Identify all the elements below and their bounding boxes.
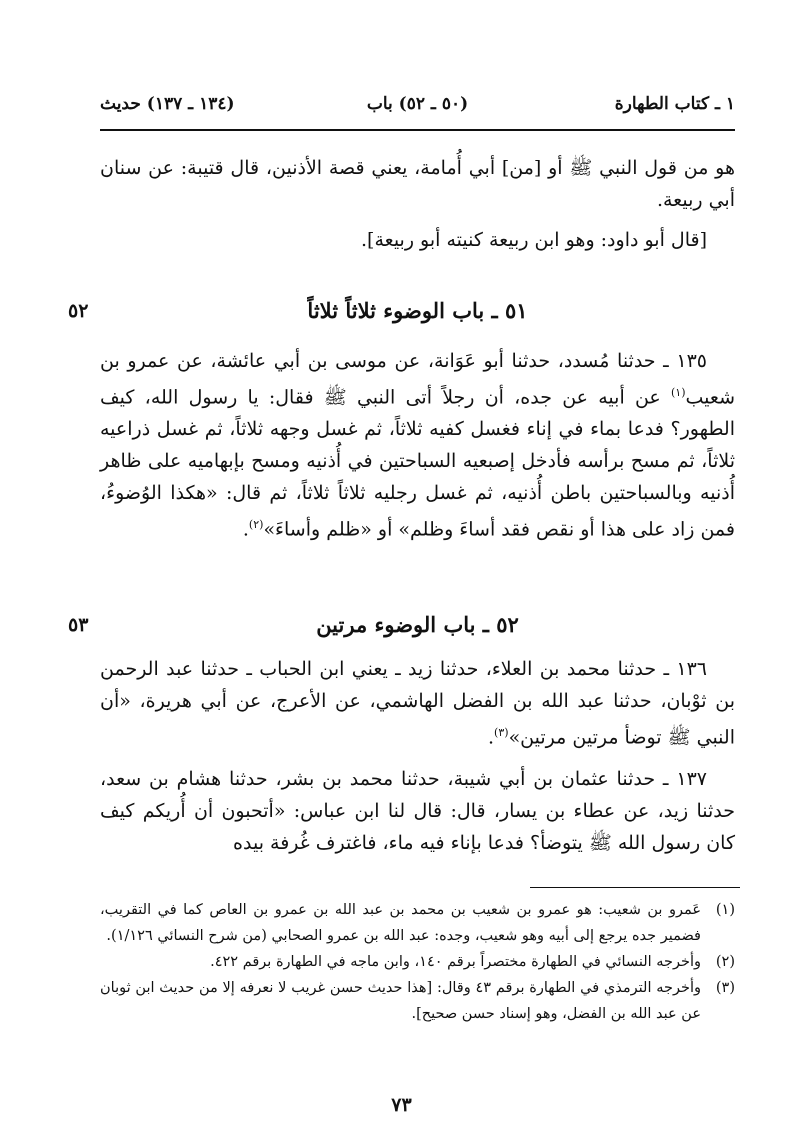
footnote-3 [100, 975, 735, 1027]
footnote-2-text: وأخرجه النسائي في الطهارة مختصراً برقم ١٤٠، وابن ماجه في الطهارة برقم ٤٢٢. [210, 954, 701, 970]
hadith-135-part-a: ١٣٥ ـ حدثنا مُسدد، حدثنا أبو عَوَانة، عن موسى بن أبي عائشة، عن عمرو بن شعيب [100, 350, 735, 409]
section-52-number: ٥٣ [68, 614, 89, 636]
running-header [100, 92, 735, 126]
hadith-135-part-b: عن أبيه عن جده، أن رجلاً أتى النبي ﷺ فقال: يا رسول الله، كيف الطهور؟ فدعا بماء في إناء فغسل كفيه ثلاثاً، ثم غسل وجهه ثلاثاً، ثم غسل ذراعيه ثلاثاً، ثم مسح برأسه فأدخل إصبعيه السباحتين في أُذنيه ومسح بإبهاميه على ظاهر أُذنيه وبالسباحتين باطن أُذنيه، ثم غسل رجليه ثلاثاً ثلاثاً، ثم قال: «هكذا الوُضوءُ، فمن زاد على هذا أو نقص فقد أساءَ وظلم» أو «ظلم وأساءَ» [100, 386, 735, 541]
footnotes [100, 897, 735, 1027]
hadith-135-end: . [242, 518, 249, 541]
section-52-title: ٥٢ ـ باب الوضوء مرتين [316, 612, 519, 637]
hadith-135 [100, 345, 735, 546]
footnote-ref-1: (١) [671, 386, 686, 399]
hadith-136-end: . [488, 726, 495, 749]
footnote-ref-3: (٣) [494, 726, 509, 739]
footnote-ref-2: (٢) [248, 518, 264, 532]
footnote-3-mark: (٣) [715, 980, 735, 996]
header-chapter-range: (٥٠ ـ ٥٢) باب [366, 94, 469, 114]
footnote-3-text: وأخرجه الترمذي في الطهارة برقم ٤٣ وقال: [هذا حديث حسن غريب لا نعرفه إلا من حديث ابن ثوبان عن عبد الله بن الفضل، وهو إسناد حسن صحيح]. [100, 980, 701, 1022]
footnote-2 [100, 949, 735, 975]
section-51-number: ٥٢ [68, 300, 89, 322]
hadith-137-text: ١٣٧ ـ حدثنا عثمان بن أبي شيبة، حدثنا محمد بن بشر، حدثنا هشام بن سعد، حدثنا زيد، عن عطاء بن يسار، قال: قال لنا ابن عباس: «أتحبون أن أُريكم كيف كان رسول الله ﷺ يتوضأ؟ فدعا بإناء فيه ماء، فاغترف غُرفة بيده [100, 768, 735, 854]
footnote-1-mark: (١) [715, 902, 735, 918]
footnote-1 [100, 897, 735, 949]
page-number: ٧٣ [391, 1094, 412, 1116]
footnote-separator [530, 887, 740, 888]
header-hadith-range: (١٣٤ ـ ١٣٧) حديث [100, 94, 235, 114]
header-rule [100, 129, 735, 131]
intro-text [100, 152, 735, 256]
hadith-136 [100, 653, 735, 753]
hadith-136-text [100, 653, 735, 753]
header-book-title: ١ ـ كتاب الطهارة [614, 94, 735, 114]
footnote-1-text: عَمرو بن شعيب: هو عمرو بن شعيب بن محمد بن عبد الله بن عمرو بن العاص كما في التقريب، فضمير جده يرجع إلى أبيه وهو شعيب، وجده: عبد الله بن عمرو الصحابي (من شرح النسائي ١/١٢٦). [100, 902, 701, 944]
hadith-135-text [100, 345, 735, 546]
hadith-137 [100, 763, 735, 859]
intro-paragraph: هو من قول النبي ﷺ أو [من] أبي أُمامة، يعني قصة الأذنين، قال قتيبة: عن سنان أبي ربيعة. [100, 157, 735, 211]
footnote-2-mark: (٢) [715, 954, 735, 970]
section-51-title: ٥١ ـ باب الوضوء ثلاثاً ثلاثاً [307, 298, 528, 323]
hadith-136-body: ١٣٦ ـ حدثنا محمد بن العلاء، حدثنا زيد ـ يعني ابن الحباب ـ حدثنا عبد الرحمن بن ثوْبان، حدثنا عبد الله بن الفضل الهاشمي، عن الأعرج، عن أبي هريرة، «أن النبي ﷺ توضأ مرتين مرتين» [100, 658, 735, 749]
intro-note: [قال أبو داود: وهو ابن ربيعة كنيته أبو ربيعة]. [361, 229, 707, 251]
